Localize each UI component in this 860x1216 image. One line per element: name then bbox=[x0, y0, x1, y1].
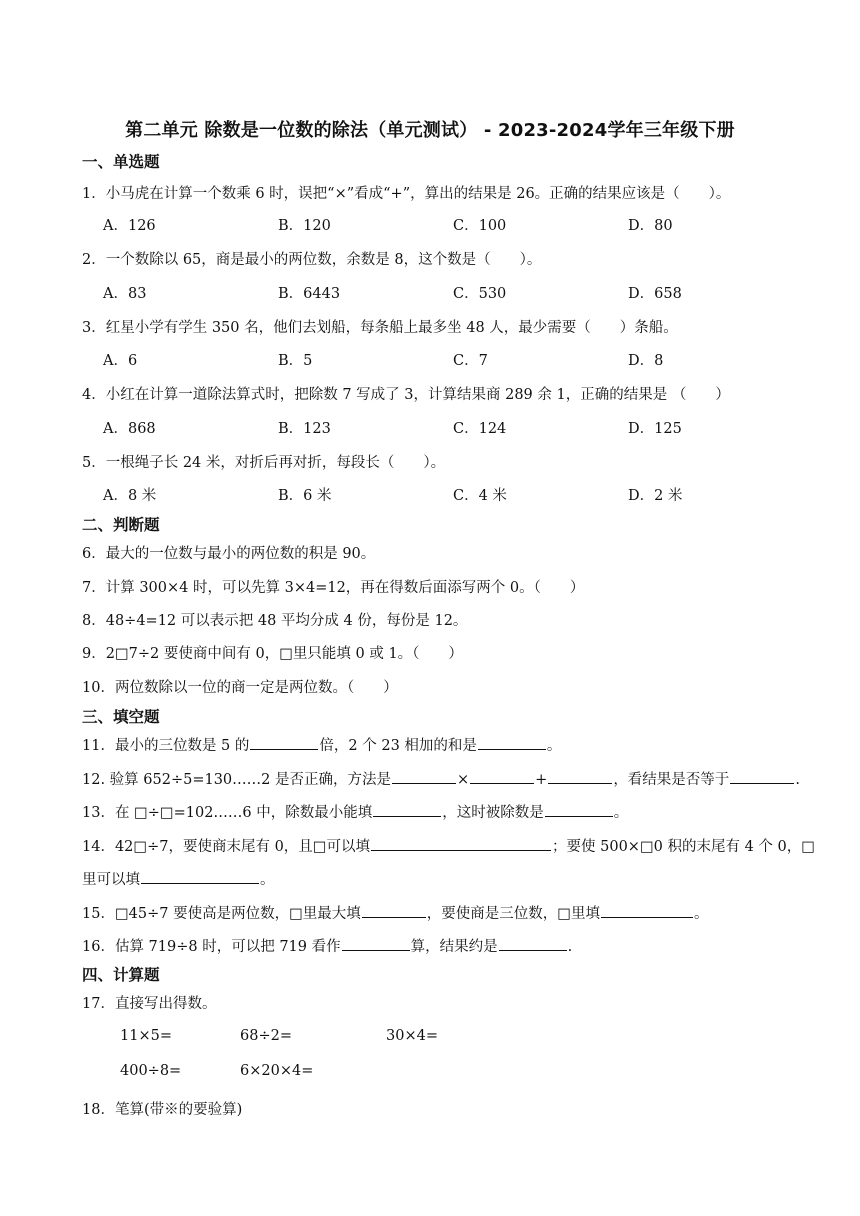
q14-text-1: 14．42□÷7，要使商末尾有 0，且□可以填 bbox=[82, 839, 371, 855]
section-heading-true-false: 二、判断题 bbox=[82, 516, 160, 534]
question-14-cont bbox=[82, 868, 275, 889]
option-c: C．124 bbox=[453, 421, 507, 437]
question-12 bbox=[82, 768, 800, 789]
answer-blank[interactable] bbox=[478, 735, 546, 750]
q13-text-3: 。 bbox=[613, 805, 629, 821]
question-1-options bbox=[0, 214, 860, 234]
option-a: A．83 bbox=[103, 286, 147, 302]
q16-text-3: . bbox=[567, 939, 573, 955]
section-heading-calculation: 四、计算题 bbox=[82, 966, 160, 984]
page-title: 第二单元 除数是一位数的除法（单元测试） - 2023-2024学年三年级下册 bbox=[125, 120, 735, 141]
q14-text-4: 。 bbox=[260, 872, 275, 888]
question-3-options bbox=[0, 349, 860, 369]
answer-blank[interactable] bbox=[499, 936, 567, 951]
option-a: A．868 bbox=[103, 421, 156, 437]
question-15 bbox=[82, 902, 709, 923]
question-14 bbox=[82, 835, 815, 856]
option-b: B．123 bbox=[278, 421, 331, 437]
q15-text-1: 15．□45÷7 要使高是两位数，□里最大填 bbox=[82, 906, 361, 922]
q16-text-1: 16．估算 719÷8 时，可以把 719 看作 bbox=[82, 939, 341, 955]
answer-blank[interactable] bbox=[342, 936, 410, 951]
option-d: D．2 米 bbox=[628, 488, 683, 504]
question-6: 6．最大的一位数与最小的两位数的积是 90。 bbox=[82, 546, 376, 562]
question-7: 7．计算 300×4 时，可以先算 3×4=12，再在得数后面添写两个 0。（ ） bbox=[82, 580, 585, 596]
question-11 bbox=[82, 734, 561, 755]
option-b: B．5 bbox=[278, 353, 313, 369]
answer-blank[interactable] bbox=[250, 735, 318, 750]
option-a: A．126 bbox=[103, 218, 156, 234]
q14-text-3: 里可以填 bbox=[82, 872, 140, 888]
question-8: 8．48÷4=12 可以表示把 48 平均分成 4 份，每份是 12。 bbox=[82, 613, 468, 629]
answer-blank[interactable] bbox=[392, 769, 456, 784]
question-18: 18．笔算(带※的要验算) bbox=[82, 1102, 243, 1118]
q11-text-3: 。 bbox=[546, 738, 562, 754]
answer-blank[interactable] bbox=[545, 802, 613, 817]
option-a: A．6 bbox=[103, 353, 138, 369]
q12-plus: + bbox=[535, 772, 548, 788]
q15-text-2: ，要使商是三位数，□里填 bbox=[426, 906, 600, 922]
q13-text-2: ，这时被除数是 bbox=[442, 805, 544, 821]
q15-text-3: 。 bbox=[694, 906, 709, 922]
question-5: 5．一根绳子长 24 米，对折后再对折，每段长（ ）。 bbox=[82, 455, 446, 471]
calc-item: 30×4= bbox=[386, 1028, 438, 1044]
question-4-options bbox=[0, 417, 860, 437]
answer-blank[interactable] bbox=[371, 836, 551, 851]
question-9: 9．2□7÷2 要使商中间有 0，□里只能填 0 或 1。（ ） bbox=[82, 646, 463, 662]
question-1: 1．小马虎在计算一个数乘 6 时，误把“×”看成“+”，算出的结果是 26。正确的结果应该是（ ）。 bbox=[82, 186, 731, 202]
q12-text-2: ，看结果是否等于 bbox=[613, 772, 730, 788]
option-d: D．125 bbox=[628, 421, 682, 437]
q11-text-1: 11．最小的三位数是 5 的 bbox=[82, 738, 250, 754]
answer-blank[interactable] bbox=[141, 869, 259, 884]
answer-blank[interactable] bbox=[373, 802, 441, 817]
option-c: C．7 bbox=[453, 353, 488, 369]
calc-item: 400÷8= bbox=[120, 1063, 182, 1079]
q14-text-2: ；要使 500×□0 积的末尾有 4 个 0，□ bbox=[552, 839, 815, 855]
question-2-options bbox=[0, 282, 860, 302]
calc-item: 6×20×4= bbox=[240, 1063, 314, 1079]
q12-text-3: . bbox=[795, 772, 800, 788]
answer-blank[interactable] bbox=[730, 769, 794, 784]
question-5-options bbox=[0, 484, 860, 504]
option-a: A．8 米 bbox=[103, 488, 157, 504]
calc-item: 11×5= bbox=[120, 1028, 172, 1044]
option-c: C．4 米 bbox=[453, 488, 507, 504]
question-2: 2．一个数除以 65，商是最小的两位数，余数是 8，这个数是（ ）。 bbox=[82, 252, 542, 268]
option-c: C．530 bbox=[453, 286, 507, 302]
answer-blank[interactable] bbox=[548, 769, 612, 784]
section-heading-multiple-choice: 一、单选题 bbox=[82, 153, 160, 171]
q12-times: × bbox=[457, 772, 470, 788]
question-3: 3．红星小学有学生 350 名，他们去划船，每条船上最多坐 48 人，最少需要（ ）条船。 bbox=[82, 320, 678, 336]
option-c: C．100 bbox=[453, 218, 507, 234]
section-heading-fill-in: 三、填空题 bbox=[82, 708, 160, 726]
calc-item: 68÷2= bbox=[240, 1028, 292, 1044]
question-13 bbox=[82, 801, 628, 822]
answer-blank[interactable] bbox=[601, 903, 693, 918]
option-d: D．8 bbox=[628, 353, 664, 369]
q12-text-1: 12. 验算 652÷5=130……2 是否正确，方法是 bbox=[82, 772, 391, 788]
option-b: B．6443 bbox=[278, 286, 341, 302]
question-16 bbox=[82, 935, 572, 956]
q16-text-2: 算，结果约是 bbox=[410, 939, 498, 955]
option-b: B．120 bbox=[278, 218, 331, 234]
question-4: 4．小红在计算一道除法算式时，把除数 7 写成了 3，计算结果商 289 余 1，正确的结果是 （ ） bbox=[82, 387, 730, 403]
option-d: D．80 bbox=[628, 218, 673, 234]
answer-blank[interactable] bbox=[470, 769, 534, 784]
q13-text-1: 13．在 □÷□=102……6 中，除数最小能填 bbox=[82, 805, 373, 821]
answer-blank[interactable] bbox=[362, 903, 426, 918]
question-17: 17．直接写出得数。 bbox=[82, 996, 217, 1012]
option-b: B．6 米 bbox=[278, 488, 332, 504]
q11-text-2: 倍，2 个 23 相加的和是 bbox=[319, 738, 477, 754]
question-10: 10．两位数除以一位的商一定是两位数。（ ） bbox=[82, 680, 398, 696]
option-d: D．658 bbox=[628, 286, 682, 302]
